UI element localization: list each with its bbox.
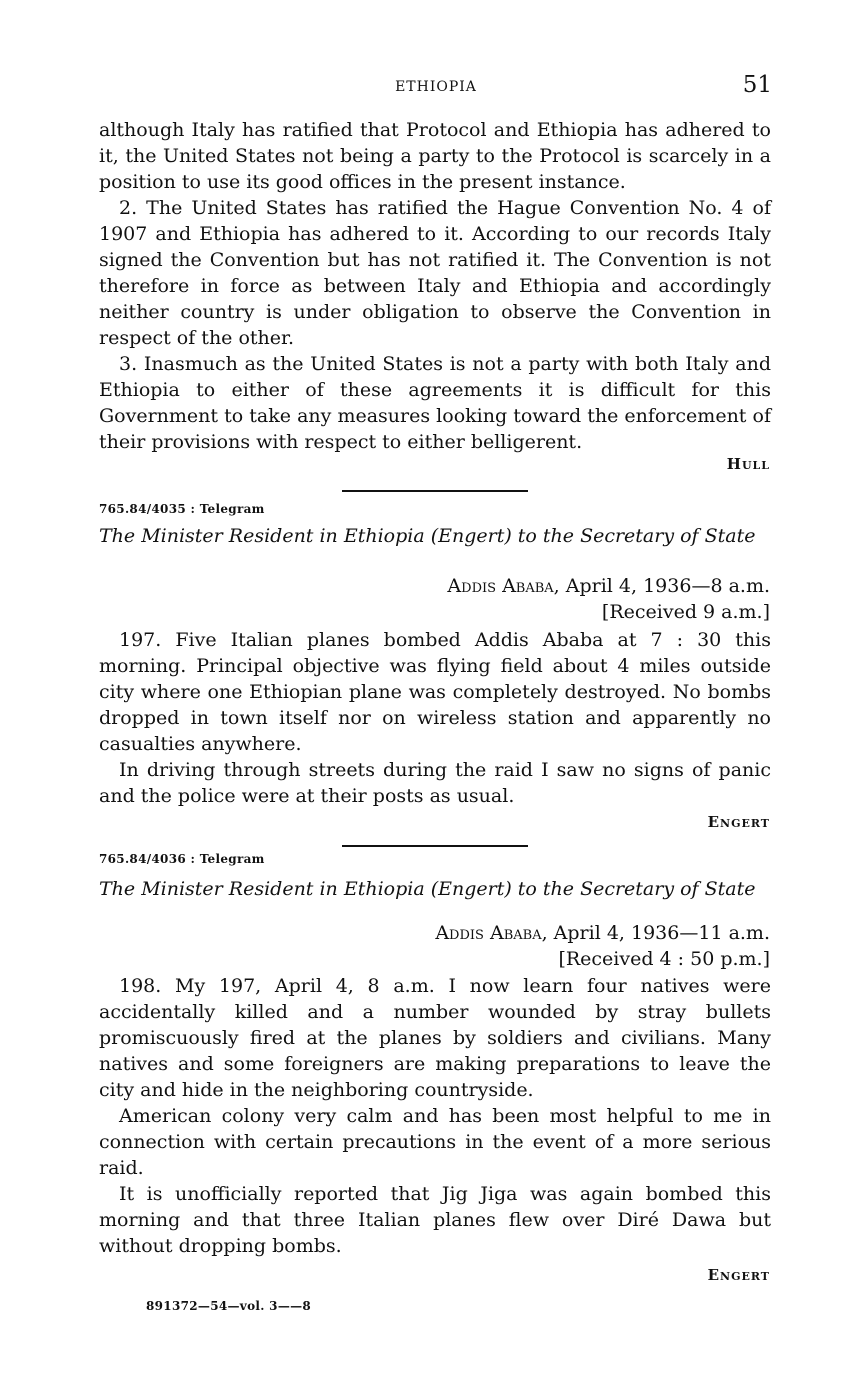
page-number: 51 (742, 72, 772, 98)
signature-engert: Engert (707, 1266, 770, 1284)
document-heading: The Minister Resident in Ethiopia (Engert) to the Secretary of State (99, 878, 756, 900)
signature-hull: Hull (726, 455, 770, 473)
running-title: ETHIOPIA (395, 79, 477, 95)
dateline-place: Addis Ababa, (447, 575, 560, 597)
section1-body (99, 117, 771, 455)
paragraph: 2. The United States has ratified the Hague Convention No. 4 of 1907 and Ethiopia has adhered to it. According to our records Italy signed the Convention but has not ratified it. The Convention is not therefore in force as between Italy and Ethiopia and accordingly neither country is under obligation to observe the Convention in respect of the other. (99, 197, 771, 349)
paragraph: 197. Five Italian planes bombed Addis Ababa at 7 : 30 this morning. Principal objective was flying field about 4 miles outside city where one Ethiopian plane was completely destroyed. No bombs dropped in town itself nor on wireless station and apparently no casualties anywhere. (99, 629, 771, 755)
running-header (100, 72, 772, 100)
file-reference: 765.84/4035 : Telegram (99, 502, 265, 516)
received-note: [Received 9 a.m.] (601, 601, 770, 623)
doc1-body (99, 627, 771, 809)
dateline (435, 920, 770, 972)
signature-engert: Engert (707, 813, 770, 831)
section-divider (342, 490, 528, 492)
paragraph: In driving through streets during the raid I saw no signs of panic and the police were at their posts as usual. (99, 759, 771, 807)
dateline-date: April 4, 1936—11 a.m. (553, 922, 770, 944)
paragraph: American colony very calm and has been most helpful to me in connection with certain precautions in the event of a more serious raid. (99, 1105, 771, 1179)
received-note: [Received 4 : 50 p.m.] (558, 948, 770, 970)
print-footer-note: 891372—54—vol. 3——8 (146, 1299, 312, 1313)
paragraph: It is unofficially reported that Jig Jiga was again bombed this morning and that three Italian planes flew over Diré Dawa but without dropping bombs. (99, 1183, 771, 1257)
file-reference: 765.84/4036 : Telegram (99, 852, 265, 866)
document-heading: The Minister Resident in Ethiopia (Engert) to the Secretary of State (99, 525, 756, 547)
dateline-date: April 4, 1936—8 a.m. (565, 575, 770, 597)
dateline (447, 573, 770, 625)
paragraph: 3. Inasmuch as the United States is not a party with both Italy and Ethiopia to either of these agreements it is difficult for this Government to take any measures looking toward the enforcement of their provisions with respect to either belligerent. (99, 353, 771, 453)
doc2-body (99, 973, 771, 1259)
paragraph: 198. My 197, April 4, 8 a.m. I now learn four natives were accidentally killed and a number wounded by stray bullets promiscuously fired at the planes by soldiers and civilians. Many natives and some foreigners are making preparations to leave the city and hide in the neighboring countryside. (99, 975, 771, 1101)
section-divider (342, 845, 528, 847)
dateline-place: Addis Ababa, (435, 922, 548, 944)
paragraph: although Italy has ratified that Protocol and Ethiopia has adhered to it, the United States not being a party to the Protocol is scarcely in a position to use its good offices in the present instance. (99, 119, 771, 193)
